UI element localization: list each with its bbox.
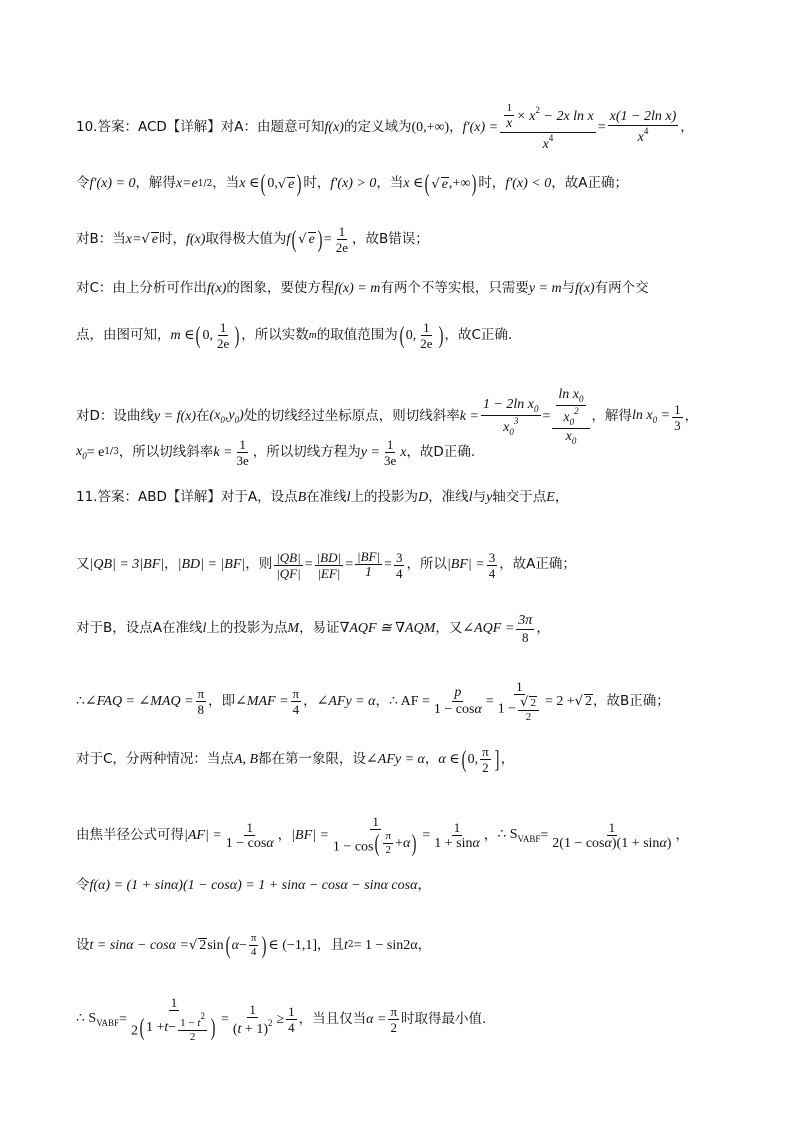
num: 1 [453, 819, 461, 835]
math: f′(x) < 0 [505, 176, 552, 191]
text: ， [277, 826, 292, 843]
q10-line-5: 点，由图可知， m ∈ ( 0, $\frac{1}{2e}$ ) ，所以实数 m 的取值范围为 ( 0, $\frac{1}{2e}$ ) ，故C正确. [76, 320, 513, 351]
math: 0, [405, 327, 417, 343]
math: D [418, 490, 429, 505]
sup: 2 [535, 104, 540, 115]
sup: 4 [643, 126, 649, 136]
sub: 0 [509, 426, 514, 437]
den: 4 [288, 1020, 295, 1035]
math: = [540, 827, 549, 843]
math: m ∈ [170, 327, 195, 343]
math: x ∈ [239, 176, 260, 191]
sup: 2 [574, 406, 579, 416]
num: 1 [423, 320, 430, 335]
den: 2 [525, 711, 532, 723]
math: B [297, 490, 307, 505]
den: 4 [292, 702, 300, 717]
q11-line-1 [76, 491, 734, 505]
text: 令 [76, 175, 90, 192]
text: ，当 [376, 175, 404, 192]
den: 2e [335, 240, 348, 255]
text: ，又 [435, 620, 463, 637]
num: 1 [219, 320, 227, 335]
q10-line-2 [76, 172, 734, 196]
sub: 0 [534, 403, 539, 414]
num: 1 [372, 814, 379, 829]
text: ， [303, 692, 317, 709]
math: x [400, 444, 407, 460]
q11-line-8: 设 t = sinα − cosα = √ 2 sin ( α − $\frac{\pi}{4}$ ) ∈ (−1,1] ，且 t 2 = 1 − sin2α ， [76, 932, 432, 959]
math: = 1 − sin2α [353, 937, 418, 953]
num: 1 [674, 401, 681, 417]
num: 3 [395, 549, 403, 565]
max-value-frac [334, 225, 350, 254]
math: = e [86, 444, 105, 460]
math: f′(x) = 0 [89, 176, 136, 191]
math: α ∈ [438, 751, 460, 767]
text: ， [684, 408, 699, 425]
text: 都在第一象限，设 [258, 750, 367, 767]
q10-line-1 [76, 103, 734, 152]
num: 3π [518, 613, 533, 628]
num: 1 [516, 679, 523, 694]
text: ， [675, 826, 689, 843]
comma: ， [449, 118, 463, 135]
math: y = [360, 444, 380, 460]
q10-line-6: 对D：设曲线 y = f(x) 在 $(x_0,y_0)$ 处的切线经过坐标原点，则切线斜率 k = $\frac{1 - 2\ln x_0}{x_0^3}$ = $\frac{\frac{\ln x_0}{x_0^2}}{x_0}$ ，解得 $\ln x_0$ = $\frac{1}{3}$ ， [76, 387, 699, 446]
q11-line-5: 对于C，分两种情况：当点 A, B 都在第一象限，设 ∠AFy = α ， α ∈ ( 0, $\frac{\pi}{2}$ ] ， [76, 744, 515, 775]
text: ，易证 [299, 620, 340, 637]
text: 时， [478, 175, 506, 192]
derivative-fraction-2 [608, 110, 679, 145]
num: 1 [608, 819, 616, 835]
math: |BF| = [291, 827, 329, 843]
sub: 0 [579, 394, 584, 404]
sub: 0 [234, 415, 240, 425]
num: 1 [386, 437, 394, 452]
domain-interval: (0,+∞) [411, 119, 450, 135]
text: 令 [76, 877, 90, 894]
text: 上的投影为 [350, 489, 419, 506]
sup: 1/2 [197, 178, 213, 189]
q10-line-7: $x_0$ = e 1/3 ，所以切线斜率 k = $\frac{1}{3e}$ ，所以切线方程为 y = $\frac{1}{3e}$ x ，故D正确. [76, 437, 476, 468]
q10-text-domain: 的定义域为 [343, 118, 412, 135]
math: t = sinα − cosα = [89, 937, 189, 953]
math: = [220, 1011, 229, 1027]
math: ∴ S [76, 1010, 97, 1026]
text: ，则 [245, 556, 273, 573]
num: 1 [170, 995, 178, 1010]
text: 时取得最小值. [401, 1010, 487, 1027]
text: 时， [303, 175, 331, 192]
text: 处的切线经过坐标原点，则切线斜率 [243, 408, 460, 425]
math: = [422, 827, 431, 843]
math: 0, [202, 327, 213, 343]
derivative-fraction-1 [500, 103, 596, 152]
math: f(x) = m [334, 281, 381, 296]
den: 4 [488, 565, 496, 581]
num-times-x: × x [516, 108, 536, 124]
math: 0, [467, 751, 479, 767]
text: ，所以 [406, 556, 447, 573]
q11-line-6: 由焦半径公式可得 |AF| = $\frac{1}{1 - \cos\alpha}$ ， |BF| = 1 1 − cos ( $\frac{\pi}{2}$ + α ) = $\frac{1}{1 + \sin\alpha}$ ， ∴ $S_{VABF}$ = $\frac{1}{2(1 - \cos\alpha)(1 + \sin\alpha)}$ ， [76, 814, 689, 857]
math: x=e [175, 176, 198, 191]
text: ，所以实数 [241, 326, 309, 343]
math: k = [213, 444, 233, 460]
math: ln x [632, 408, 653, 423]
fx: f(x) [324, 119, 344, 135]
math: 2 [585, 694, 593, 709]
text: 由焦半径公式可得 [76, 826, 184, 843]
num: 1 [246, 819, 253, 835]
text: ，故C正确. [444, 326, 513, 343]
den: 3e [236, 453, 249, 468]
text: 时， [158, 230, 186, 247]
text: ， [417, 877, 431, 894]
interval-sqrt-e-inf: ( √ e ,+∞ ) [425, 171, 477, 197]
math: k = [459, 409, 479, 424]
num: π [197, 686, 205, 701]
text: 取得极大值为 [205, 230, 287, 247]
num-rest: − 2x ln x [540, 108, 594, 124]
text: ，所以切线方程为 [252, 443, 361, 460]
slope-frac-2: $\frac{\frac{\ln x_0}{x_0^2}}{x_0}$ [552, 388, 589, 446]
math: ∴ AF = [388, 693, 430, 709]
text: ， [417, 936, 432, 953]
math: f(x) [185, 231, 206, 247]
text: 又 [76, 556, 90, 573]
q11-line-3 [76, 614, 734, 644]
math: 0, [267, 176, 278, 191]
math: e [308, 232, 315, 247]
q10-line-4 [76, 282, 734, 296]
interval-0-sqrt-e: ( 0, √ e ) [260, 171, 302, 197]
math: A, B [233, 751, 259, 767]
math: ∠MAF = [235, 693, 289, 709]
num: 1 [338, 224, 346, 239]
text: ， [500, 750, 515, 767]
num: π [385, 830, 392, 842]
den: 2e [420, 336, 433, 351]
num: π [482, 744, 489, 759]
math: ∠AFy = α [316, 693, 376, 709]
num: 3 [488, 549, 496, 565]
derivative-label: f′(x) = [462, 119, 499, 135]
text: 对于C，分两种情况：当点 [76, 750, 234, 767]
math: 2 [199, 938, 207, 953]
math: m [308, 329, 317, 341]
math: f′(x) > 0 [330, 176, 377, 191]
text: ， [375, 692, 389, 709]
inner-frac [504, 103, 514, 131]
text: ，故D正确. [406, 443, 476, 460]
math: = [119, 1011, 127, 1027]
math: x= [125, 231, 142, 247]
text: 有两个不等实根，只需要 [380, 280, 529, 297]
den-x: x [542, 137, 549, 152]
math: f(α) = (1 + sinα)(1 − cosα) = 1 + sinα − cosα − sinα cosα [89, 878, 418, 893]
math: E [546, 490, 555, 505]
den: 2 [482, 760, 489, 775]
math: ∴ S [497, 826, 518, 842]
math: y = m [528, 281, 562, 296]
text: 对B：当 [76, 230, 126, 247]
math: ∠FAQ = ∠MAQ = [84, 693, 194, 709]
math: |QB| = 3|BF| [89, 557, 165, 572]
math: l [202, 621, 207, 636]
q11-line-2: 又 |QB| = 3|BF| ， |BD| = |BF| ，则 $\frac{|QB|}{|QF|}$ = $\frac{|BD|}{|EF|}$ = $\frac{|BF|}{1}$ = $\frac{3}{4}$ ，所以 |BF| = $\frac{3}{4}$ ，故A正确； [76, 549, 576, 581]
slope-frac: $\frac{1 - 2\ln x_0}{x_0^3}$ [482, 396, 539, 437]
den: 1 [365, 565, 373, 580]
num: 1 [249, 1001, 256, 1017]
math: e [441, 176, 448, 192]
text: ，故A正确； [499, 556, 576, 573]
q10-heading: 10.答案：ACD【详解】对A：由题意可知 [76, 118, 325, 135]
sub: VABF [517, 833, 541, 844]
sub: 0 [652, 415, 658, 425]
text: ，故B正确； [593, 692, 670, 709]
frac2-num: x(1 − 2ln x) [609, 109, 677, 124]
math: |BF| = [446, 557, 485, 572]
math: ∴ [76, 693, 85, 709]
text: ，所以切线斜率 [118, 443, 214, 460]
den: 3e [383, 453, 397, 468]
text: 与 [472, 489, 487, 506]
sup: 3 [513, 415, 519, 426]
text: 对D：设曲线 [76, 408, 154, 425]
text: ，解得 [591, 408, 633, 425]
den: 4 [395, 565, 403, 581]
sub: 0 [82, 450, 87, 461]
text: 上的投影为点 [206, 620, 288, 637]
num: 2 [530, 697, 536, 709]
math: f(x) [575, 281, 595, 296]
num: π [250, 932, 257, 944]
sub: 0 [220, 415, 225, 425]
text: ，准线 [428, 489, 469, 506]
math: e [288, 176, 295, 192]
den: 8 [197, 702, 205, 717]
math: = 2 + [544, 693, 575, 709]
text: 与 [561, 280, 576, 297]
math: x ∈ [403, 176, 424, 191]
text: ，故B错误； [351, 230, 429, 247]
math: ∇AQF ≅ ∇AQM [339, 621, 436, 636]
text: 在准线 [306, 489, 347, 506]
text: 对C：由上分析可作出 [76, 280, 207, 297]
text: ， [424, 750, 439, 767]
math: ∠AFy = α [366, 751, 425, 767]
text: ， [164, 556, 178, 573]
den: 3 [674, 417, 681, 433]
text: ， [536, 620, 550, 637]
den: 2 [385, 844, 392, 856]
math: l [346, 490, 351, 505]
inner-num: 1 [506, 102, 512, 114]
text: ，且 [317, 936, 344, 953]
math: ,+∞ [448, 176, 471, 191]
sub: VABF [96, 1017, 120, 1028]
math: sin [207, 937, 224, 953]
math: M [287, 621, 300, 636]
text: ，当且仅当 [298, 1010, 367, 1027]
q11-line-7 [76, 879, 734, 893]
den: 8 [522, 630, 529, 645]
text: 在 [196, 408, 210, 425]
den: 2 [390, 1020, 397, 1035]
text: 设 [76, 936, 90, 953]
text: 的取值范围为 [316, 326, 398, 343]
math: t [344, 937, 348, 953]
text: 有两个交 [594, 280, 649, 297]
math: e [151, 232, 158, 247]
comma: ， [680, 118, 694, 135]
math: l [468, 490, 473, 505]
math: x [76, 443, 83, 459]
sub: 0 [569, 417, 575, 427]
math: f(x) [206, 281, 227, 296]
num: π [390, 1004, 398, 1019]
math: ∈ (−1,1] [268, 937, 317, 953]
math: y = f(x) [153, 409, 196, 424]
sup: 2 [267, 1017, 273, 1028]
q10-line-3: 对B：当 x= √ e 时， f(x) 取得极大值为 f ( √ e ) = $\frac{1}{2e}$ ，故B错误； [76, 224, 429, 255]
text: 的图象，要使方程 [226, 280, 335, 297]
q11-line-9: ∴ $S_{VABF}$ = 1 2 ( 1 + t − $\frac{1 - t^2}{2}$ ) = $\frac{1}{(t + 1)^2}$ ≥ $\frac{1}{4}$ ，当且仅当 α = $\frac{\pi}{2}$ 时取得最小值. [76, 995, 487, 1043]
inner-den: x [506, 116, 513, 131]
num: 1 [239, 437, 246, 452]
text: 11.答案：ABD【详解】对于A，设点 [76, 489, 298, 506]
den: 2 [189, 1031, 196, 1043]
num: 1 [288, 1004, 295, 1019]
num: π [292, 686, 300, 701]
text: 对于B，设点A在准线 [76, 620, 203, 637]
math: |BD| = |BF| [177, 557, 246, 572]
equals: = [597, 119, 606, 135]
text: 点，由图可知， [76, 326, 171, 343]
math: ∠AQF = [462, 621, 515, 636]
text: ， [483, 826, 498, 843]
math: (x [209, 408, 221, 423]
sub: 0 [571, 436, 577, 446]
den: 2e [216, 336, 230, 351]
math: |AF| = [184, 827, 222, 843]
sup: 2 [347, 940, 354, 950]
den: 4 [250, 946, 257, 958]
math: α = [366, 1011, 387, 1027]
text: ，当 [212, 175, 240, 192]
text: 轴交于点 [492, 489, 547, 506]
text: ， [554, 489, 569, 506]
sup: 4 [548, 133, 554, 143]
text: ，即 [208, 692, 236, 709]
text: ，解得 [135, 175, 176, 192]
math: y [486, 490, 493, 505]
frac2-den: x [637, 130, 644, 145]
q11-line-4: ∴ ∠FAQ = ∠MAQ = $\frac{\pi}{8}$ ，即 ∠MAF = $\frac{\pi}{4}$ ， ∠AFy = α ， ∴ AF = $\frac{p}{1 - \cos\alpha}$ = 1 1 − $\frac{√ 2}{2}$ = 2 + √ 2 ，故B正确； [76, 679, 670, 723]
text: ，故A正确； [551, 175, 628, 192]
math: ≥ [276, 1011, 285, 1027]
